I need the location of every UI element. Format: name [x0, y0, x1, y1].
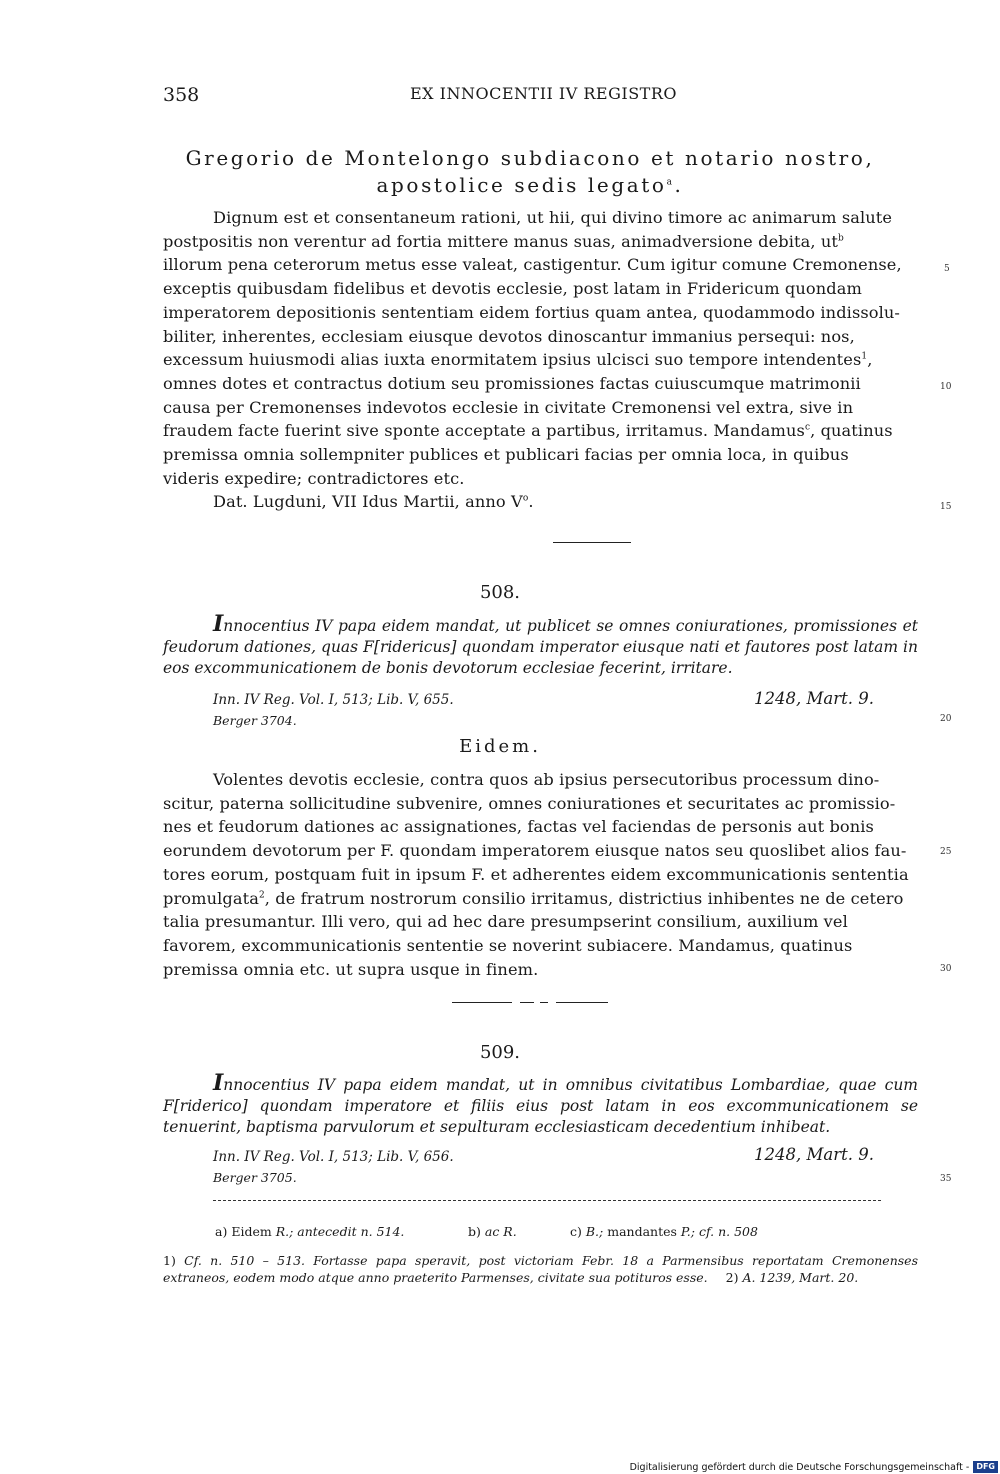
- line-number: 25: [940, 847, 952, 857]
- dfg-footer: [630, 1460, 1000, 1474]
- line-number: 5: [944, 264, 950, 274]
- line-number: 35: [940, 1174, 952, 1184]
- line-number: 30: [940, 964, 952, 974]
- summary-508: Innocentius IV papa eidem mandat, ut publicet se omnes coniurationes, promissiones et feudorum dationes, quas F[ridericus] quondam imperator eiusque nati et fautores post latam in eos excommunicationem de bonis devotorum ecclesiae fecerint, irritare.: [163, 611, 918, 677]
- body-line: nes et feudorum dationes ac assignationes, factas vel faciendas de personis aut bonis: [163, 817, 874, 837]
- source-ref-508: Inn. IV Reg. Vol. I, 513; Lib. V, 655.: [213, 692, 454, 708]
- body-line: fraudem facte fuerint sive sponte acceptate a partibus, irritamus. Mandamus$^c$, quatinus: [163, 421, 893, 441]
- summary-509: Innocentius IV papa eidem mandat, ut in omnibus civitatibus Lombardiae, quae cum F[riderico] quondam imperatore et filiis eius post latam in eos excommunicationem se tenuerint, baptisma parvulorum et sepulturam ecclesiasticam decedentium inhibeat.: [163, 1070, 918, 1136]
- footnote-1: 1) Cf. n. 510 – 513. Fortasse papa speravit, post victoriam Febr. 18 a Parmensibus reportatam Cremonenses extraneos, eodem modo atque anno praeterito Parmenses, civitate sua potituros esse. 2) A. 1239, Mart. 20.: [163, 1253, 918, 1285]
- body-line: causa per Cremonenses indevotos ecclesie in civitate Cremonensi vel extra, sive in: [163, 397, 854, 417]
- footnote-rule: [213, 1200, 881, 1201]
- datum-line: Dat. Lugduni, VII Idus Martii, anno $V^o$.: [213, 492, 534, 512]
- body-line: biliter, inherentes, ecclesiam eiusque devotos dinoscantur immanius persequi: nos,: [163, 326, 855, 346]
- address-heading-508: Eidem.: [459, 736, 541, 757]
- letter-body-507: [163, 206, 918, 514]
- footnote-b: b) ac R.: [468, 1224, 517, 1239]
- body-line: Dignum est et consentaneum rationi, ut hii, qui divino timore ac animarum salute: [213, 208, 893, 227]
- body-line: eorundem devotorum per F. quondam imperatorem eiusque natos seu quoslibet alios fau-: [163, 841, 907, 861]
- body-line: illorum pena ceterorum metus esse valeat, castigentur. Cum igitur comune Cremonense,: [163, 255, 902, 275]
- line-number: 20: [940, 714, 952, 724]
- body-line: Volentes devotis ecclesie, contra quos ab ipsius persecutoribus processum dino-: [213, 770, 880, 789]
- date-508: 1248, Mart. 9.: [754, 689, 874, 708]
- berger-508: Berger 3704.: [213, 713, 297, 728]
- letter-title-line1: Gregorio de Montelongo subdiacono et notario nostro,: [185, 146, 875, 170]
- body-line: promulgata$^2$, de fratrum nostrorum consilio irritamus, districtius inhibentes ne de cetero: [163, 888, 904, 908]
- source-ref-509: Inn. IV Reg. Vol. I, 513; Lib. V, 656.: [213, 1149, 454, 1165]
- dfg-footer-text: Digitalisierung gefördert durch die Deutsche Forschungsgemeinschaft -: [629, 1461, 970, 1473]
- body-line: talia presumantur. Illi vero, qui ad hec dare presumpserint consilium, auxilium vel: [163, 912, 848, 932]
- running-title: EX INNOCENTII IV REGISTRO: [410, 84, 677, 103]
- body-line: exceptis quibusdam fidelibus et devotis ecclesie, post latam in Fridericum quondam: [163, 279, 862, 299]
- separator-rule: [520, 1002, 534, 1003]
- body-line: premissa omnia sollempniter publices et publicari facias per omnia loca, in quibus: [163, 445, 849, 465]
- separator-rule: [540, 1002, 548, 1003]
- footnote-c: c) B.; mandantes P.; cf. n. 508: [570, 1224, 758, 1239]
- separator-rule: [452, 1002, 512, 1003]
- entry-number-508: 508.: [479, 582, 521, 603]
- footnote-ref-a: a: [666, 177, 675, 188]
- footnote-a: a) Eidem R.; antecedit n. 514.: [215, 1224, 405, 1239]
- body-line: premissa omnia etc. ut supra usque in finem.: [163, 959, 539, 979]
- letter-title-line2: apostolice sedis legato$^a$.: [376, 173, 684, 197]
- body-line: favorem, excommunicationis sententie se noverint subiacere. Mandamus, quatinus: [163, 935, 853, 955]
- separator-rule: [556, 1002, 608, 1003]
- body-line: omnes dotes et contractus dotium seu promissiones factas cuiuscumque matrimonii: [163, 373, 861, 393]
- separator-rule: [553, 542, 631, 543]
- body-line: postpositis non verentur ad fortia mittere manus suas, animadversione debita, $ut^b$: [163, 231, 844, 251]
- body-line: videris expedire; contradictores etc.: [163, 468, 465, 488]
- body-line: excessum huiusmodi alias iuxta enormitatem ipsius ulcisci suo tempore intendentes$^1$,: [163, 350, 873, 370]
- berger-509: Berger 3705.: [213, 1170, 297, 1185]
- dfg-logo: DFG: [973, 1461, 998, 1473]
- letter-body-508: [163, 768, 918, 981]
- body-line: tores eorum, postquam fuit in ipsum F. et adherentes eidem excommunicationis sententia: [163, 864, 909, 884]
- body-line: scitur, paterna sollicitudine subvenire, omnes coniurationes et securitates ac promissio-: [163, 793, 896, 813]
- page-number: 358: [163, 84, 200, 106]
- date-509: 1248, Mart. 9.: [754, 1145, 874, 1164]
- line-number: 10: [940, 382, 952, 392]
- body-line: imperatorem depositionis sententiam eidem fortius quam antea, quodammodo indissolu-: [163, 302, 900, 322]
- entry-number-509: 509.: [479, 1042, 521, 1063]
- line-number: 15: [940, 502, 952, 512]
